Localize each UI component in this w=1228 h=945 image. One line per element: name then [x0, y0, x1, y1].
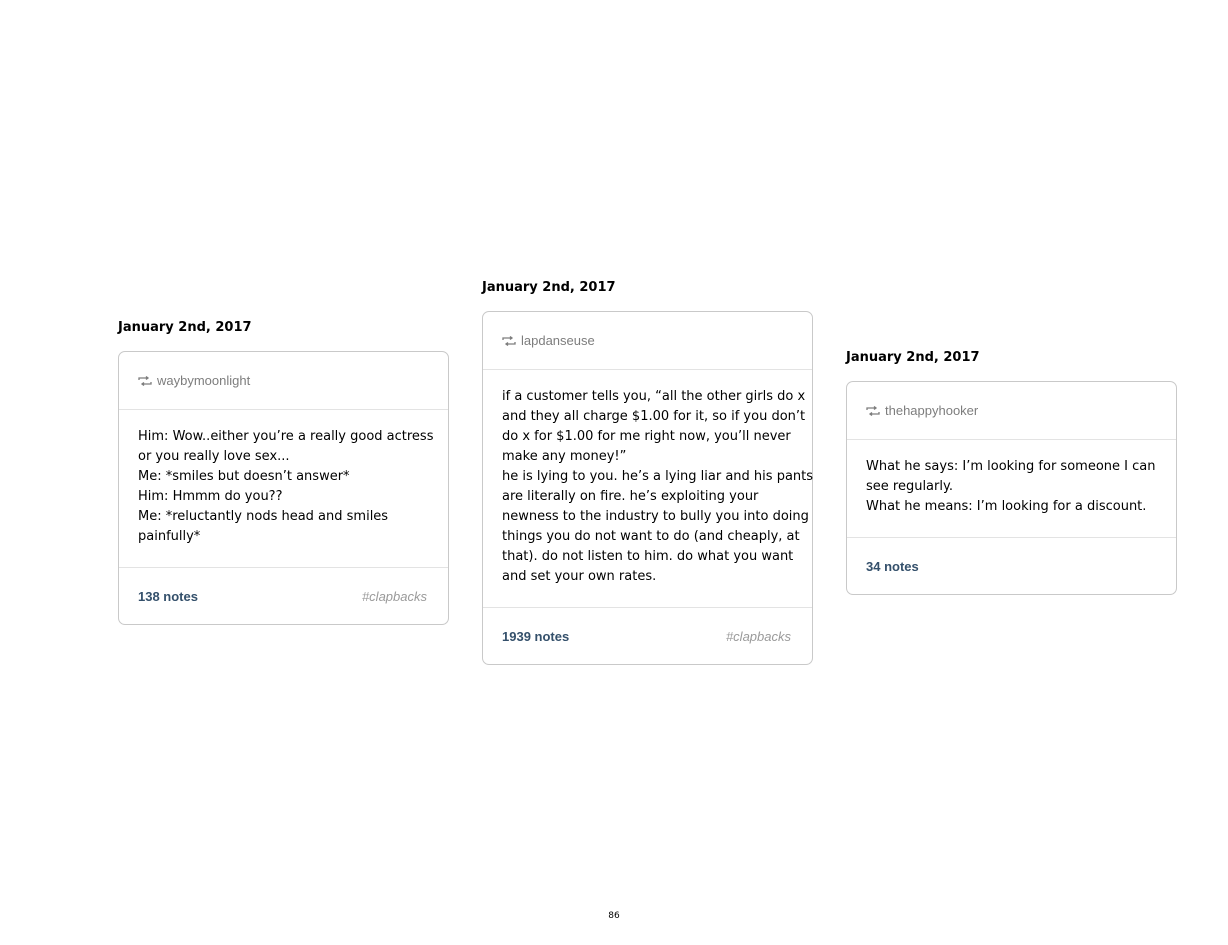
reblog-icon [866, 406, 880, 416]
post-thehappyhooker [846, 350, 1177, 595]
notes-count[interactable]: 1939 notes [502, 628, 570, 644]
post-footer [483, 608, 812, 664]
post-text-line: Me: *smiles but doesn’t answer* [138, 469, 350, 484]
post-waybymoonlight [118, 320, 449, 625]
post-card [846, 381, 1177, 595]
post-footer [847, 538, 1176, 594]
notes-count[interactable]: 138 notes [138, 588, 198, 604]
post-header [483, 312, 812, 370]
post-username[interactable]: waybymoonlight [157, 373, 251, 388]
post-text-line: or you really love sex... [138, 449, 290, 464]
post-text-line: and they all charge $1.00 for it, so if you don’t [502, 409, 806, 424]
post-text-line: that). do not listen to him. do what you want [502, 549, 794, 564]
post-text-line: see regularly. [866, 479, 953, 494]
post-date: January 2nd, 2017 [482, 280, 616, 295]
post-body [483, 370, 812, 608]
post-text-line: Him: Hmmm do you?? [138, 489, 283, 504]
post-username[interactable]: thehappyhooker [885, 403, 979, 418]
post-text-line: make any money!” [502, 449, 627, 464]
post-text-line: newness to the industry to bully you into doing [502, 509, 809, 524]
post-text-line: are literally on fire. he’s exploiting your [502, 489, 759, 504]
post-date: January 2nd, 2017 [846, 350, 980, 365]
post-username[interactable]: lapdanseuse [521, 333, 595, 348]
post-text-line: things you do not want to do (and cheaply, at [502, 529, 800, 544]
post-card [482, 311, 813, 665]
post-tag[interactable]: #clapbacks [361, 588, 427, 604]
post-text-line: painfully* [138, 529, 201, 544]
notes-count[interactable]: 34 notes [866, 558, 919, 574]
post-text-line: Me: *reluctantly nods head and smiles [138, 509, 389, 524]
post-tag[interactable]: #clapbacks [725, 628, 791, 644]
page-number: 86 [608, 911, 620, 921]
post-text-line: What he means: I’m looking for a discount. [866, 499, 1147, 514]
post-body [847, 440, 1176, 538]
reblog-icon [502, 336, 516, 346]
post-footer [119, 568, 448, 624]
post-text-line: What he says: I’m looking for someone I can [866, 459, 1156, 474]
post-body [119, 410, 448, 568]
post-text-line: and set your own rates. [502, 569, 657, 584]
post-header [119, 352, 448, 410]
post-card [118, 351, 449, 625]
post-text-line: do x for $1.00 for me right now, you’ll never [502, 429, 791, 444]
post-lapdanseuse [482, 280, 813, 665]
reblog-icon [138, 376, 152, 386]
post-date: January 2nd, 2017 [118, 320, 252, 335]
post-text-line: he is lying to you. he’s a lying liar and his pants [502, 469, 814, 484]
post-text-line: if a customer tells you, “all the other girls do x [502, 389, 806, 404]
post-header [847, 382, 1176, 440]
post-text-line: Him: Wow..either you’re a really good actress [138, 429, 434, 444]
